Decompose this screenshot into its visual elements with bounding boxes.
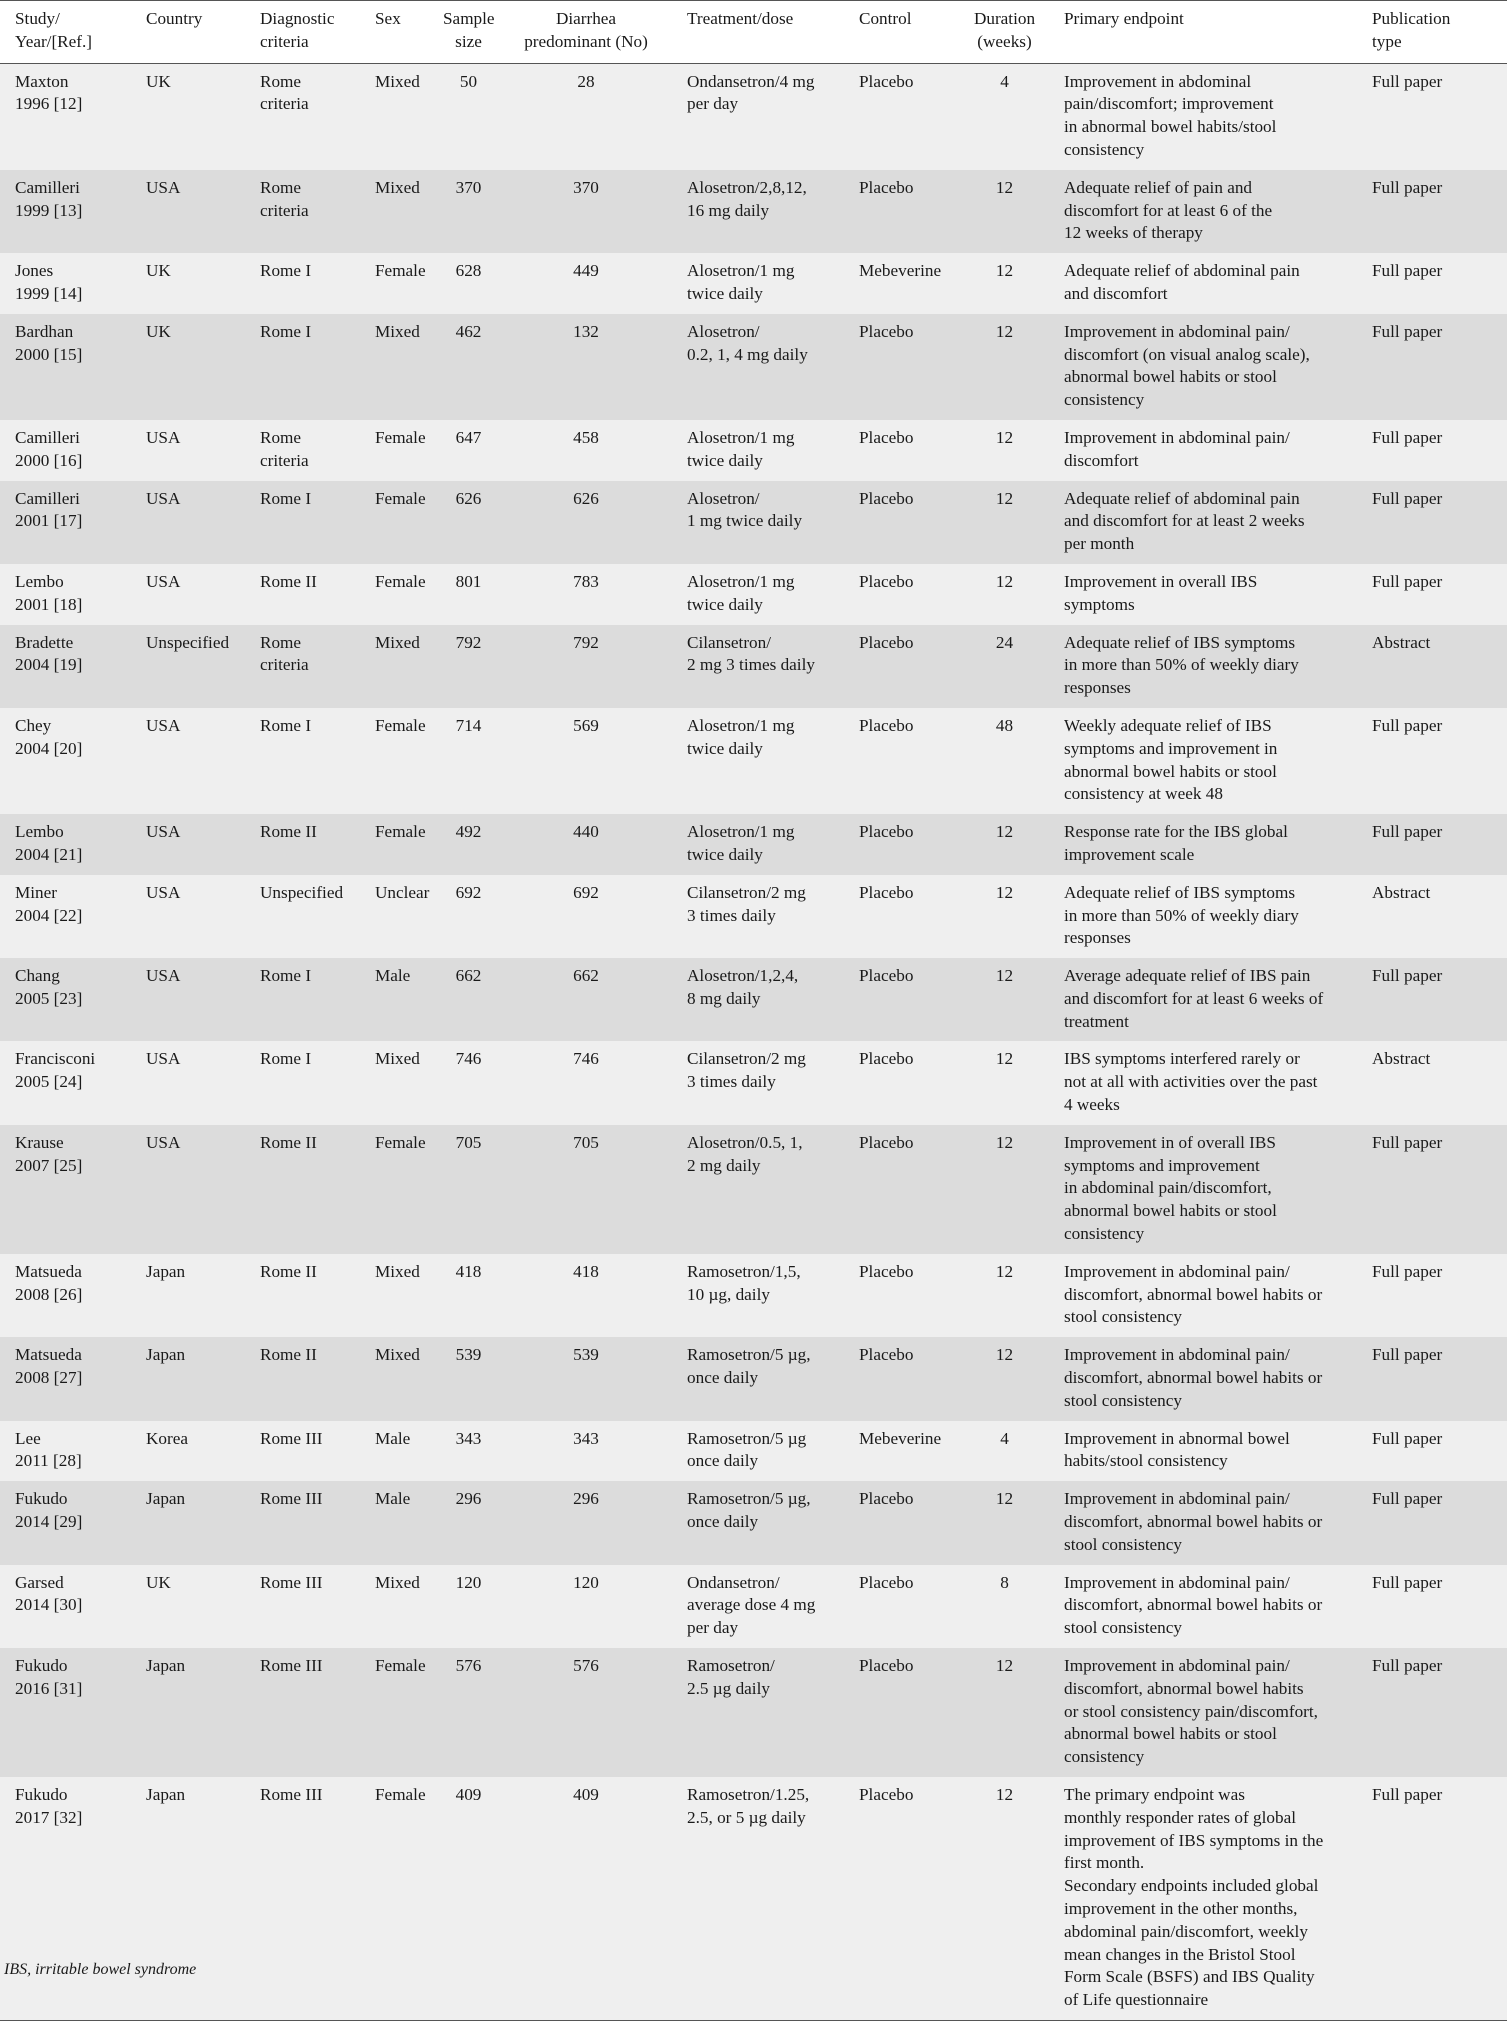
table-row bbox=[0, 170, 1507, 253]
cell-diarrhea-predominant: 458 bbox=[573, 427, 599, 447]
table-row bbox=[0, 1254, 1507, 1337]
cell-diarrhea-predominant: 449 bbox=[573, 261, 599, 281]
cell-diarrhea-predominant: 783 bbox=[573, 571, 599, 591]
cell-sample-size: 539 bbox=[455, 1345, 482, 1365]
cell-treatment-dose: Alosetron/1 mg twice daily bbox=[687, 715, 795, 758]
cell-publication-type: Full paper bbox=[1372, 321, 1443, 341]
cell-sample-size: 50 bbox=[459, 71, 478, 91]
header-diarrhea-predominant: Diarrhea predominant (No) bbox=[524, 9, 648, 51]
cell-control: Placebo bbox=[859, 571, 914, 591]
cell-primary-endpoint: Improvement in of overall IBS symptoms and improvement in abdominal pain/discomfort, abnormal bowel habits or stool consistency bbox=[1064, 1132, 1277, 1244]
cell-diagnostic-criteria: Rome II bbox=[260, 1132, 317, 1152]
cell-diagnostic-criteria: Rome III bbox=[260, 1656, 323, 1676]
cell-sex: Mixed bbox=[375, 1261, 420, 1281]
cell-study-year-ref: Krause 2007 [25] bbox=[15, 1132, 83, 1175]
cell-study-year-ref: Camilleri 2000 [16] bbox=[15, 427, 83, 470]
cell-country: Korea bbox=[146, 1428, 188, 1448]
cell-primary-endpoint: Improvement in abdominal pain/ discomfort, abnormal bowel habits or stool consistency pain/discomfort, abnormal bowel habits or stool consistency bbox=[1064, 1656, 1318, 1767]
cell-primary-endpoint: Improvement in abdominal pain/ discomfort bbox=[1064, 427, 1290, 470]
cell-control: Placebo bbox=[859, 715, 914, 735]
cell-diarrhea-predominant: 418 bbox=[573, 1261, 599, 1281]
cell-publication-type: Full paper bbox=[1372, 261, 1443, 281]
cell-control: Placebo bbox=[859, 71, 914, 91]
cell-sex: Mixed bbox=[375, 71, 420, 91]
cell-diarrhea-predominant: 539 bbox=[573, 1345, 599, 1365]
cell-country: UK bbox=[146, 71, 171, 91]
cell-publication-type: Abstract bbox=[1372, 632, 1431, 652]
cell-country: UK bbox=[146, 261, 171, 281]
cell-duration-weeks: 12 bbox=[995, 427, 1014, 447]
cell-sex: Female bbox=[375, 715, 426, 735]
cell-treatment-dose: Ramosetron/5 µg, once daily bbox=[687, 1489, 811, 1532]
cell-sample-size: 714 bbox=[455, 715, 482, 735]
cell-diarrhea-predominant: 705 bbox=[573, 1132, 599, 1152]
cell-treatment-dose: Alosetron/2,8,12, 16 mg daily bbox=[687, 177, 807, 220]
cell-control: Placebo bbox=[859, 1345, 914, 1365]
cell-primary-endpoint: The primary endpoint was monthly responder rates of global improvement of IBS symptoms in the first month. Secondary endpoints included global improvement in the other months, abdominal pain/discomfort, weekly mean changes in the Bristol Stool Form Scale (BSFS) and IBS Quality of Life questionnaire bbox=[1064, 1785, 1324, 2010]
cell-treatment-dose: Ondansetron/ average dose 4 mg per day bbox=[687, 1572, 816, 1638]
cell-publication-type: Full paper bbox=[1372, 1345, 1443, 1365]
cell-diagnostic-criteria: Rome III bbox=[260, 1572, 323, 1592]
cell-duration-weeks: 12 bbox=[995, 177, 1014, 197]
cell-country: UK bbox=[146, 1572, 171, 1592]
cell-control: Placebo bbox=[859, 1785, 914, 1804]
cell-publication-type: Abstract bbox=[1372, 882, 1431, 902]
cell-duration-weeks: 12 bbox=[995, 1261, 1014, 1281]
cell-control: Placebo bbox=[859, 427, 914, 447]
cell-control: Placebo bbox=[859, 1261, 914, 1281]
cell-country: UK bbox=[146, 321, 171, 341]
header-country: Country bbox=[146, 9, 203, 28]
cell-sex: Male bbox=[375, 966, 411, 986]
cell-sample-size: 296 bbox=[455, 1489, 482, 1509]
cell-sample-size: 705 bbox=[455, 1132, 482, 1152]
cell-sex: Mixed bbox=[375, 1345, 420, 1365]
cell-treatment-dose: Alosetron/ 1 mg twice daily bbox=[687, 488, 803, 531]
table-row bbox=[0, 814, 1507, 875]
table-row bbox=[0, 420, 1507, 481]
header-study-year-ref: Study/ Year/[Ref.] bbox=[15, 9, 93, 51]
cell-primary-endpoint: Adequate relief of IBS symptoms in more than 50% of weekly diary responses bbox=[1064, 632, 1299, 698]
cell-sample-size: 626 bbox=[455, 488, 482, 508]
cell-country: USA bbox=[146, 966, 181, 986]
table-row bbox=[0, 63, 1507, 170]
cell-publication-type: Full paper bbox=[1372, 1428, 1443, 1448]
cell-diagnostic-criteria: Unspecified bbox=[260, 882, 344, 902]
cell-primary-endpoint: Improvement in abdominal pain/ discomfort, abnormal bowel habits or stool consistency bbox=[1064, 1572, 1323, 1638]
cell-primary-endpoint: Response rate for the IBS global improvement scale bbox=[1064, 822, 1288, 864]
cell-duration-weeks: 12 bbox=[995, 1345, 1014, 1365]
cell-diagnostic-criteria: Rome III bbox=[260, 1428, 323, 1448]
cell-duration-weeks: 12 bbox=[995, 822, 1014, 842]
cell-sex: Male bbox=[375, 1489, 411, 1509]
table-row bbox=[0, 481, 1507, 564]
cell-control: Mebeverine bbox=[859, 1428, 942, 1448]
cell-treatment-dose: Ondansetron/4 mg per day bbox=[687, 71, 815, 114]
cell-country: Japan bbox=[146, 1345, 186, 1365]
cell-treatment-dose: Cilansetron/2 mg 3 times daily bbox=[687, 1049, 806, 1092]
cell-study-year-ref: Camilleri 1999 [13] bbox=[15, 177, 83, 220]
cell-primary-endpoint: Improvement in abdominal pain/ discomfort, abnormal bowel habits or stool consistency bbox=[1064, 1345, 1323, 1410]
cell-treatment-dose: Alosetron/1 mg twice daily bbox=[687, 427, 795, 470]
cell-publication-type: Full paper bbox=[1372, 71, 1443, 91]
cell-duration-weeks: 48 bbox=[995, 715, 1014, 735]
table-row bbox=[0, 875, 1507, 958]
cell-country: USA bbox=[146, 1049, 181, 1069]
cell-sex: Female bbox=[375, 1656, 426, 1676]
table-footnote: IBS, irritable bowel syndrome bbox=[4, 1961, 197, 1978]
cell-sample-size: 576 bbox=[455, 1656, 482, 1676]
cell-control: Mebeverine bbox=[859, 261, 942, 281]
cell-control: Placebo bbox=[859, 1656, 914, 1676]
table-row bbox=[0, 625, 1507, 708]
cell-primary-endpoint: IBS symptoms interfered rarely or not at all with activities over the past 4 weeks bbox=[1064, 1049, 1318, 1115]
cell-treatment-dose: Alosetron/0.5, 1, 2 mg daily bbox=[687, 1132, 803, 1175]
header-publication-type: Publication type bbox=[1372, 9, 1451, 51]
header-diagnostic-criteria: Diagnostic criteria bbox=[260, 9, 335, 51]
cell-study-year-ref: Chang 2005 [23] bbox=[15, 966, 83, 1008]
cell-duration-weeks: 4 bbox=[1000, 71, 1009, 91]
cell-treatment-dose: Alosetron/1 mg twice daily bbox=[687, 571, 795, 614]
cell-study-year-ref: Fukudo 2016 [31] bbox=[15, 1656, 83, 1698]
cell-duration-weeks: 12 bbox=[995, 321, 1014, 341]
cell-treatment-dose: Ramosetron/ 2.5 µg daily bbox=[687, 1656, 775, 1698]
cell-diarrhea-predominant: 120 bbox=[573, 1572, 599, 1592]
cell-diarrhea-predominant: 626 bbox=[573, 488, 599, 508]
cell-publication-type: Full paper bbox=[1372, 966, 1443, 986]
cell-duration-weeks: 12 bbox=[995, 1785, 1014, 1804]
cell-publication-type: Abstract bbox=[1372, 1049, 1431, 1069]
cell-sample-size: 409 bbox=[455, 1785, 482, 1804]
table-row bbox=[0, 1125, 1507, 1254]
cell-primary-endpoint: Improvement in abnormal bowel habits/stool consistency bbox=[1064, 1428, 1290, 1471]
cell-publication-type: Full paper bbox=[1372, 488, 1443, 508]
cell-study-year-ref: Fukudo 2014 [29] bbox=[15, 1489, 83, 1532]
header-sex: Sex bbox=[375, 9, 401, 28]
cell-control: Placebo bbox=[859, 1049, 914, 1069]
cell-diagnostic-criteria: Rome criteria bbox=[260, 71, 309, 114]
cell-control: Placebo bbox=[859, 488, 914, 508]
cell-diagnostic-criteria: Rome criteria bbox=[260, 632, 309, 675]
cell-country: Japan bbox=[146, 1261, 186, 1281]
cell-treatment-dose: Alosetron/1 mg twice daily bbox=[687, 822, 795, 864]
cell-study-year-ref: Lembo 2004 [21] bbox=[15, 822, 83, 864]
table-row bbox=[0, 314, 1507, 420]
cell-study-year-ref: Maxton 1996 [12] bbox=[15, 71, 83, 114]
cell-diarrhea-predominant: 28 bbox=[577, 71, 595, 91]
cell-diarrhea-predominant: 296 bbox=[573, 1489, 599, 1509]
cell-duration-weeks: 12 bbox=[995, 966, 1014, 986]
cell-duration-weeks: 12 bbox=[995, 1656, 1014, 1676]
cell-duration-weeks: 12 bbox=[995, 882, 1014, 902]
cell-treatment-dose: Alosetron/ 0.2, 1, 4 mg daily bbox=[687, 321, 808, 364]
cell-diagnostic-criteria: Rome I bbox=[260, 488, 312, 508]
cell-diagnostic-criteria: Rome I bbox=[260, 1049, 312, 1069]
cell-study-year-ref: Jones 1999 [14] bbox=[15, 261, 83, 303]
cell-primary-endpoint: Adequate relief of abdominal pain and discomfort bbox=[1064, 261, 1300, 303]
cell-control: Placebo bbox=[859, 966, 914, 986]
cell-country: USA bbox=[146, 427, 181, 447]
cell-treatment-dose: Ramosetron/1.25, 2.5, or 5 µg daily bbox=[687, 1785, 810, 1827]
cell-primary-endpoint: Improvement in overall IBS symptoms bbox=[1064, 571, 1258, 614]
cell-study-year-ref: Garsed 2014 [30] bbox=[15, 1572, 83, 1615]
cell-sample-size: 801 bbox=[455, 571, 482, 591]
cell-sample-size: 462 bbox=[455, 321, 482, 341]
cell-sex: Female bbox=[375, 571, 426, 591]
cell-study-year-ref: Lee 2011 [28] bbox=[15, 1428, 82, 1471]
cell-control: Placebo bbox=[859, 321, 914, 341]
cell-duration-weeks: 24 bbox=[995, 632, 1014, 652]
cell-sample-size: 370 bbox=[455, 177, 482, 197]
cell-publication-type: Full paper bbox=[1372, 1261, 1443, 1281]
cell-control: Placebo bbox=[859, 177, 914, 197]
cell-diarrhea-predominant: 746 bbox=[573, 1049, 599, 1069]
header-row bbox=[0, 1, 1507, 64]
cell-duration-weeks: 4 bbox=[1000, 1428, 1009, 1448]
cell-country: USA bbox=[146, 1132, 181, 1152]
cell-sex: Female bbox=[375, 427, 426, 447]
table-row bbox=[0, 1041, 1507, 1124]
cell-diagnostic-criteria: Rome II bbox=[260, 1261, 317, 1281]
cell-publication-type: Full paper bbox=[1372, 427, 1443, 447]
cell-treatment-dose: Alosetron/1 mg twice daily bbox=[687, 261, 795, 303]
cell-country: USA bbox=[146, 488, 181, 508]
table-body bbox=[0, 63, 1507, 2020]
cell-primary-endpoint: Weekly adequate relief of IBS symptoms and improvement in abnormal bowel habits or stool consistency at week 48 bbox=[1064, 715, 1278, 804]
cell-study-year-ref: Lembo 2001 [18] bbox=[15, 571, 83, 614]
cell-diarrhea-predominant: 576 bbox=[573, 1656, 599, 1676]
table-row bbox=[0, 1565, 1507, 1648]
cell-study-year-ref: Bardhan 2000 [15] bbox=[15, 321, 83, 364]
cell-country: Japan bbox=[146, 1489, 186, 1509]
cell-primary-endpoint: Adequate relief of IBS symptoms in more than 50% of weekly diary responses bbox=[1064, 882, 1299, 948]
table-row bbox=[0, 958, 1507, 1041]
cell-sex: Mixed bbox=[375, 1572, 420, 1592]
cell-country: USA bbox=[146, 571, 181, 591]
cell-sex: Mixed bbox=[375, 1049, 420, 1069]
cell-treatment-dose: Ramosetron/1,5, 10 µg, daily bbox=[687, 1261, 801, 1304]
header-sample-size: Sample size bbox=[443, 9, 495, 51]
cell-control: Placebo bbox=[859, 1132, 914, 1152]
cell-primary-endpoint: Adequate relief of abdominal pain and discomfort for at least 2 weeks per month bbox=[1064, 488, 1305, 554]
cell-country: Japan bbox=[146, 1785, 186, 1804]
cell-sex: Mixed bbox=[375, 321, 420, 341]
cell-treatment-dose: Ramosetron/5 µg, once daily bbox=[687, 1345, 811, 1388]
cell-primary-endpoint: Adequate relief of pain and discomfort for at least 6 of the 12 weeks of therapy bbox=[1064, 177, 1273, 243]
table-header bbox=[0, 1, 1507, 64]
cell-sex: Female bbox=[375, 822, 426, 842]
cell-diarrhea-predominant: 370 bbox=[573, 177, 599, 197]
table-row bbox=[0, 564, 1507, 625]
cell-sample-size: 746 bbox=[455, 1049, 482, 1069]
cell-country: Unspecified bbox=[146, 632, 230, 652]
cell-treatment-dose: Cilansetron/2 mg 3 times daily bbox=[687, 882, 806, 925]
cell-treatment-dose: Cilansetron/ 2 mg 3 times daily bbox=[687, 632, 815, 675]
cell-control: Placebo bbox=[859, 1572, 914, 1592]
cell-publication-type: Full paper bbox=[1372, 1132, 1443, 1152]
cell-duration-weeks: 12 bbox=[995, 571, 1014, 591]
table-row bbox=[0, 1337, 1507, 1420]
cell-diagnostic-criteria: Rome criteria bbox=[260, 427, 309, 470]
cell-publication-type: Full paper bbox=[1372, 1572, 1443, 1592]
cell-diagnostic-criteria: Rome II bbox=[260, 571, 317, 591]
cell-diarrhea-predominant: 692 bbox=[573, 882, 599, 902]
cell-publication-type: Full paper bbox=[1372, 177, 1443, 197]
cell-publication-type: Full paper bbox=[1372, 715, 1443, 735]
cell-diagnostic-criteria: Rome criteria bbox=[260, 177, 309, 220]
cell-primary-endpoint: Average adequate relief of IBS pain and discomfort for at least 6 weeks of treatment bbox=[1064, 966, 1324, 1031]
cell-study-year-ref: Matsueda 2008 [26] bbox=[15, 1261, 83, 1304]
cell-sex: Unclear bbox=[375, 882, 430, 902]
cell-treatment-dose: Alosetron/1,2,4, 8 mg daily bbox=[687, 966, 799, 1008]
cell-sample-size: 492 bbox=[455, 822, 482, 842]
table-row bbox=[0, 708, 1507, 814]
cell-diarrhea-predominant: 569 bbox=[573, 715, 599, 735]
cell-sample-size: 647 bbox=[455, 427, 482, 447]
cell-sample-size: 662 bbox=[455, 966, 482, 986]
cell-diarrhea-predominant: 132 bbox=[573, 321, 599, 341]
cell-treatment-dose: Ramosetron/5 µg once daily bbox=[687, 1428, 807, 1471]
cell-control: Placebo bbox=[859, 632, 914, 652]
cell-duration-weeks: 12 bbox=[995, 1489, 1014, 1509]
cell-diagnostic-criteria: Rome II bbox=[260, 1345, 317, 1365]
header-treatment-dose: Treatment/dose bbox=[687, 9, 794, 28]
table-row bbox=[0, 253, 1507, 314]
cell-study-year-ref: Bradette 2004 [19] bbox=[15, 632, 83, 675]
cell-primary-endpoint: Improvement in abdominal pain/ discomfort, abnormal bowel habits or stool consistency bbox=[1064, 1261, 1323, 1327]
header-primary-endpoint: Primary endpoint bbox=[1064, 9, 1184, 28]
cell-sex: Male bbox=[375, 1428, 411, 1448]
cell-diarrhea-predominant: 343 bbox=[573, 1428, 599, 1448]
cell-diagnostic-criteria: Rome I bbox=[260, 966, 312, 986]
cell-duration-weeks: 12 bbox=[995, 488, 1014, 508]
cell-duration-weeks: 8 bbox=[1000, 1572, 1009, 1592]
cell-diarrhea-predominant: 409 bbox=[573, 1785, 599, 1804]
cell-sex: Mixed bbox=[375, 632, 420, 652]
table-row bbox=[0, 1421, 1507, 1482]
cell-country: USA bbox=[146, 882, 181, 902]
cell-duration-weeks: 12 bbox=[995, 1049, 1014, 1069]
cell-diagnostic-criteria: Rome II bbox=[260, 822, 317, 842]
cell-diarrhea-predominant: 440 bbox=[573, 822, 599, 842]
cell-publication-type: Full paper bbox=[1372, 822, 1443, 842]
cell-diagnostic-criteria: Rome I bbox=[260, 715, 312, 735]
cell-country: Japan bbox=[146, 1656, 186, 1676]
cell-sex: Female bbox=[375, 261, 426, 281]
cell-study-year-ref: Miner 2004 [22] bbox=[15, 882, 83, 925]
cell-study-year-ref: Francisconi 2005 [24] bbox=[15, 1049, 96, 1092]
cell-sample-size: 418 bbox=[455, 1261, 482, 1281]
cell-sample-size: 628 bbox=[455, 261, 482, 281]
cell-sample-size: 692 bbox=[455, 882, 482, 902]
cell-country: USA bbox=[146, 822, 181, 842]
cell-sex: Female bbox=[375, 1132, 426, 1152]
cell-sex: Female bbox=[375, 1785, 426, 1804]
cell-study-year-ref: Matsueda 2008 [27] bbox=[15, 1345, 83, 1388]
cell-control: Placebo bbox=[859, 822, 914, 842]
cell-country: USA bbox=[146, 715, 181, 735]
cell-sex: Female bbox=[375, 488, 426, 508]
header-duration-weeks: Duration (weeks) bbox=[973, 9, 1036, 51]
cell-sex: Mixed bbox=[375, 177, 420, 197]
cell-diagnostic-criteria: Rome III bbox=[260, 1489, 323, 1509]
cell-primary-endpoint: Improvement in abdominal pain/ discomfort, abnormal bowel habits or stool consistency bbox=[1064, 1489, 1323, 1554]
table-row bbox=[0, 1481, 1507, 1564]
cell-duration-weeks: 12 bbox=[995, 261, 1014, 281]
cell-publication-type: Full paper bbox=[1372, 571, 1443, 591]
cell-study-year-ref: Camilleri 2001 [17] bbox=[15, 488, 83, 531]
cell-primary-endpoint: Improvement in abdominal pain/ discomfort (on visual analog scale), abnormal bowel habits or stool consistency bbox=[1064, 321, 1310, 410]
cell-diagnostic-criteria: Rome I bbox=[260, 321, 312, 341]
cell-sample-size: 120 bbox=[455, 1572, 482, 1592]
cell-sample-size: 792 bbox=[455, 632, 482, 652]
cell-diarrhea-predominant: 792 bbox=[573, 632, 599, 652]
cell-publication-type: Full paper bbox=[1372, 1785, 1443, 1804]
cell-diagnostic-criteria: Rome III bbox=[260, 1785, 323, 1804]
cell-study-year-ref: Chey 2004 [20] bbox=[15, 715, 83, 758]
cell-duration-weeks: 12 bbox=[995, 1132, 1014, 1152]
header-control: Control bbox=[859, 9, 912, 28]
cell-publication-type: Full paper bbox=[1372, 1489, 1443, 1509]
cell-diagnostic-criteria: Rome I bbox=[260, 261, 312, 281]
cell-study-year-ref: Fukudo 2017 [32] bbox=[15, 1785, 83, 1827]
cell-publication-type: Full paper bbox=[1372, 1656, 1443, 1676]
cell-diarrhea-predominant: 662 bbox=[573, 966, 599, 986]
cell-sample-size: 343 bbox=[455, 1428, 482, 1448]
cell-control: Placebo bbox=[859, 882, 914, 902]
cell-country: USA bbox=[146, 177, 181, 197]
table-row bbox=[0, 1648, 1507, 1777]
cell-primary-endpoint: Improvement in abdominal pain/discomfort; improvement in abnormal bowel habits/stool consistency bbox=[1064, 71, 1277, 159]
cell-control: Placebo bbox=[859, 1489, 914, 1509]
